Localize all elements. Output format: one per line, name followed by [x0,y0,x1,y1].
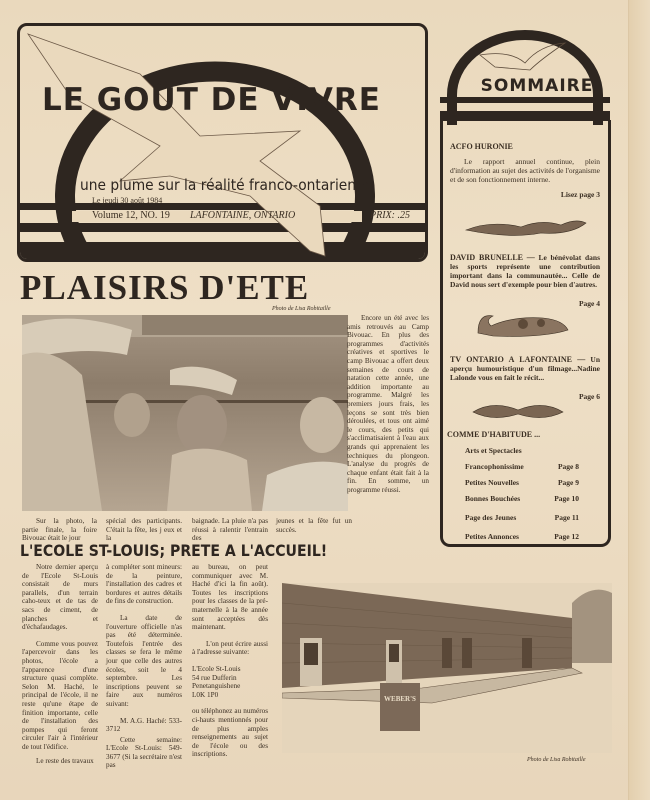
paragraph: L'on peut écrire aussi à l'adresse suivante: [192,639,268,657]
sommaire-item-acfo [450,142,600,199]
habitude-row-page: Page 8 [557,462,579,471]
address-line: 54 rue Dufferin [192,673,237,682]
habitude-row-page: Page 9 [557,478,579,487]
photo-ecole-st-louis [282,583,612,753]
weber-sign [380,683,420,731]
sommaire-item-page[interactable]: Page 6 [578,392,600,401]
caption-col-4 [276,517,352,534]
caption-col-2 [106,517,182,543]
sommaire-item-body: Le bénévolat dans les sports représente une contribution important dans la communautée... Celle de David nous sert d'exemple pour bien d'autres. [450,253,600,289]
paragraph: Cette semaine: L'Ecole St-Louis: 549-3677 (Si la secrétaire n'est pas [106,735,182,770]
sommaire-item-heading: ACFO HURONIE [450,142,513,151]
caption-text: spécial des participants. C'était la fête, les j eux et la [106,517,182,543]
sommaire-item-body: Le rapport annuel continue, plein d'information au sujet des activités de l'organisme et de son fonctionnement interne. [450,157,600,184]
cornucopia-icon [473,308,573,340]
sommaire-box [440,120,611,547]
paragraph: Comme vous pouvez l'apercevoir dans les photos, l'école a l'apparence d'une structure quasi complète. Selon M. Haché, le principal de l'école, il ne reste qu'une étape de finition importante, celle de l'installation des pompes qui feront circuler l'air à l'intérieur de tout l'édifice. [22,639,98,751]
seagull-icon [480,43,565,70]
caption-col-1 [22,517,97,543]
sommaire-item-page[interactable]: Lisez page 3 [560,190,600,199]
habitude-row[interactable] [465,478,579,487]
sommaire-habitude [447,430,599,541]
masthead-omega-art [20,26,425,259]
paragraph: ou téléphonez au numéros ci-hauts mentionnés pour de plus amples renseignements au sujet de l'école ou des inscriptions. [192,707,268,759]
paragraph: Notre dernier aperçu de l'Ecole St-Louis consistait de murs parallels, d'un terrain caho-teux et de tas de sacs de ciment, de planches et d'échafaudages. [22,563,98,632]
issue-date: Le jeudi 30 août 1984 [92,196,163,205]
masthead-subtitle: une plume sur la réalité franco-ontarienne [80,176,374,194]
oak-leaf-icon [461,215,591,240]
article2-col-3 [192,563,268,759]
habitude-row-label: Petites Annonces [465,532,519,541]
sommaire-item-body: Un aperçu humouristique d'un filmage...Nadine Lalonde vous en fait le récit... [450,355,601,382]
paragraph: La date de l'ouverture officielle n'as pas été déterminée. Toutefois l'entrée des classes se fera le même jour que celle des autres écoles, soit le 4 septembre. Les inscriptions peuvent se faire aux numéros suivant: [106,613,182,708]
paragraph: Le reste des travaux [36,757,94,766]
page-fold [628,0,650,800]
masthead-title: LE GOÛT DE VIVRE [42,82,381,118]
caption-text: baignade. La pluie n'a pas réussi à ralentir l'entrain des [192,517,268,543]
school-building-photo-art [282,583,612,753]
garland-icon [468,400,568,422]
habitude-row[interactable] [465,513,579,522]
masthead [17,23,428,262]
article2-col-2 [106,563,182,770]
sommaire-item-brunelle [450,253,600,308]
address-line: Penetanguishene [192,682,241,691]
habitude-row-label: Bonnes Bouchées [465,494,521,503]
habitude-row-label: Petites Nouvelles [465,478,519,487]
habitude-row-label: Page des Jeunes [465,513,517,522]
paragraph: au bureau, on peut communiquer avec M. Haché d'ici la fin août). Toutes les inscriptions pour les classes de la pré-maternelle à la 8e année sont acceptées dès maintenant. [192,563,268,632]
habitude-row-page: Page 12 [554,532,579,541]
mailing-address [192,665,268,699]
habitude-row-page: Page 11 [554,513,579,522]
caption-text: Sur la photo, la partie finale, la foire Bivouac était le jour [22,517,97,543]
sommaire-item-heading: TV ONTARIO A LAFONTAINE — [450,355,586,364]
habitude-row[interactable] [465,494,579,503]
paragraph: à compléter sont mineurs: de la peinture, l'installation des cadres et bordures et autres détails de fins de construction. [106,563,182,606]
article1-side-text: Encore un été avec les amis retrouvés au Camp Bivouac. En plus des programmes d'activités créatives et sportives le camp Bivouac a offert deux semaines de cours de natation cette année, une addition importante au programme. Malgré les premiers jours frais, les leçons se sont très bien déroulées, et tous ont aimé le cours, des petits qui s'acclimatisaient à l'eau aux grands qui apprenaient les techniques du plongeon. L'analyse du progrès de chaque enfant était fait à la fin. En somme, un programme réussi. [347,314,429,494]
photo-camp-bivouac [22,315,348,511]
headline-ecole-st-louis: L'ECOLE ST-LOUIS; PRETE A L'ACCUEIL! [20,541,328,560]
issue-location: LAFONTAINE, ONTARIO [190,210,296,221]
photo-credit: Photo de Lisa Robitaille [272,306,331,312]
contact-phone: M. A.G. Haché: 533-3712 [106,716,182,734]
sign-text: WEBER'S [384,695,416,703]
habitude-group-label: Arts et Spectacles [465,446,522,455]
issue-price: PRIX: .25 [370,210,410,221]
habitude-row[interactable] [465,462,579,471]
headline-plaisirs-dete: PLAISIRS D'ETE [20,268,310,307]
sommaire-title: SOMMAIRE [480,76,594,96]
habitude-row-label: Francophonissime [465,462,524,471]
sommaire-item-tvontario [450,355,600,401]
children-photo-art [22,315,348,511]
habitude-row[interactable] [465,532,579,541]
address-line: L'Ecole St-Louis [192,664,241,673]
caption-text: jeunes et la fête fut un succès. [276,517,352,534]
sommaire-item-page[interactable]: Page 4 [578,299,600,308]
sommaire-item-heading: DAVID BRUNELLE — [450,253,535,262]
caption-col-3 [192,517,268,543]
article1-side-column [347,314,429,494]
habitude-row-page: Page 10 [554,494,579,503]
address-line: L0K 1P0 [192,690,219,699]
photo-credit-2: Photo de Lisa Robitaille [527,757,586,763]
habitude-heading: COMME D'HABITUDE ... [447,430,541,439]
issue-volume: Volume 12, NO. 19 [92,210,170,221]
sommaire-arch [440,25,610,125]
article2-col-1 [22,563,98,766]
